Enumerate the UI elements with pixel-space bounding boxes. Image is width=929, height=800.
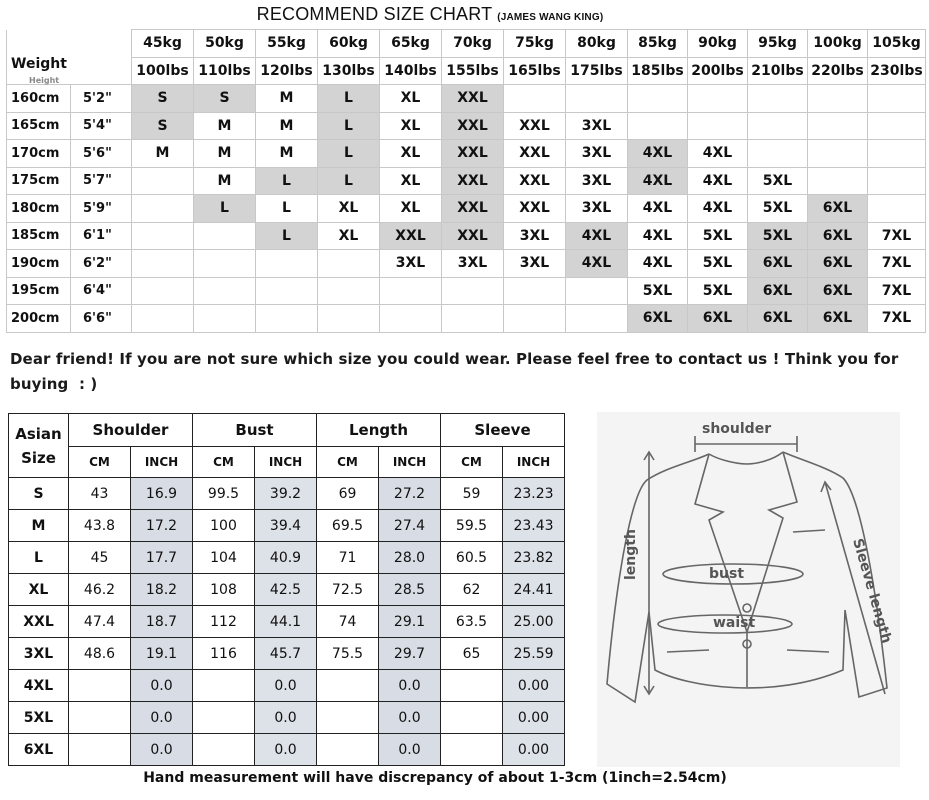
measurement-value: 46.2 xyxy=(69,574,131,606)
recommended-size-cell xyxy=(566,85,628,113)
measurement-value: 0.00 xyxy=(503,702,565,734)
recommended-size-cell: XXL xyxy=(442,222,504,250)
sleeve-length-label: Sleeve length xyxy=(849,536,895,646)
recommended-size-cell xyxy=(256,250,318,278)
recommended-size-cell: 4XL xyxy=(566,222,628,250)
recommended-size-cell: 6XL xyxy=(808,195,868,223)
weight-kg-header: 80kg xyxy=(566,30,628,58)
measurement-value: 0.0 xyxy=(379,702,441,734)
unit-cm-header: CM xyxy=(317,447,379,478)
measurement-value xyxy=(69,702,131,734)
measurement-value: 17.2 xyxy=(131,510,193,542)
height-cm: 200cm xyxy=(7,305,71,333)
recommended-size-cell: XXL xyxy=(504,140,566,168)
weight-kg-header: 50kg xyxy=(194,30,256,58)
recommended-size-cell: 4XL xyxy=(688,195,748,223)
measurement-value: 69 xyxy=(317,478,379,510)
recommended-size-cell: XXL xyxy=(380,222,442,250)
height-ft: 5'6" xyxy=(71,140,132,168)
recommended-size-cell: M xyxy=(256,112,318,140)
recommended-size-cell: 3XL xyxy=(442,250,504,278)
measurement-value: 116 xyxy=(193,638,255,670)
measurement-value: 23.43 xyxy=(503,510,565,542)
measurement-value: 24.41 xyxy=(503,574,565,606)
height-cm: 170cm xyxy=(7,140,71,168)
recommended-size-cell: 5XL xyxy=(628,277,688,305)
recommended-size-cell: M xyxy=(194,112,256,140)
unit-cm-header: CM xyxy=(193,447,255,478)
recommended-size-cell: XXL xyxy=(504,167,566,195)
measurement-value: 0.0 xyxy=(379,734,441,766)
height-ft: 5'4" xyxy=(71,112,132,140)
recommended-size-cell: 6XL xyxy=(688,305,748,333)
recommended-size-cell: 5XL xyxy=(688,222,748,250)
recommended-size-cell: L xyxy=(318,167,380,195)
measurement-table xyxy=(8,413,565,766)
recommended-size-cell: XL xyxy=(380,85,442,113)
recommended-size-cell: 5XL xyxy=(748,195,808,223)
height-cm: 175cm xyxy=(7,167,71,195)
recommend-row xyxy=(7,112,926,140)
recommended-size-cell: 7XL xyxy=(868,222,926,250)
recommend-row xyxy=(7,277,926,305)
measurement-value: 0.00 xyxy=(503,670,565,702)
recommended-size-cell xyxy=(628,85,688,113)
recommended-size-cell: L xyxy=(194,195,256,223)
recommended-size-cell: L xyxy=(256,195,318,223)
contact-note: Dear friend! If you are not sure which size you could wear. Please feel free to contact us ! Think you for buying : ) xyxy=(10,350,899,393)
recommended-size-cell xyxy=(504,85,566,113)
measurement-value xyxy=(193,702,255,734)
measurement-value: 45.7 xyxy=(255,638,317,670)
recommended-size-cell xyxy=(194,222,256,250)
recommended-size-cell: 6XL xyxy=(808,305,868,333)
recommended-size-cell: 7XL xyxy=(868,277,926,305)
weight-lbs-header: 155lbs xyxy=(442,57,504,85)
recommended-size-cell xyxy=(132,167,194,195)
measurement-value: 19.1 xyxy=(131,638,193,670)
weight-lbs-header: 100lbs xyxy=(132,57,194,85)
unit-cm-header: CM xyxy=(69,447,131,478)
size-label: M xyxy=(9,510,69,542)
recommended-size-cell: L xyxy=(256,222,318,250)
recommend-row xyxy=(7,167,926,195)
recommended-size-cell: 3XL xyxy=(504,222,566,250)
measurement-value: 17.7 xyxy=(131,542,193,574)
measurement-row xyxy=(9,574,565,606)
unit-cm-header: CM xyxy=(441,447,503,478)
recommended-size-cell: 5XL xyxy=(688,250,748,278)
weight-lbs-header: 110lbs xyxy=(194,57,256,85)
recommend-row xyxy=(7,140,926,168)
recommended-size-cell: L xyxy=(318,85,380,113)
recommended-size-cell: 4XL xyxy=(628,195,688,223)
recommended-size-cell xyxy=(318,250,380,278)
recommended-size-cell xyxy=(256,305,318,333)
measurement-value: 25.00 xyxy=(503,606,565,638)
weight-lbs-header: 185lbs xyxy=(628,57,688,85)
recommended-size-cell: 3XL xyxy=(504,250,566,278)
measurement-value: 48.6 xyxy=(69,638,131,670)
measurement-value: 43.8 xyxy=(69,510,131,542)
measurement-row xyxy=(9,542,565,574)
measurement-value: 23.82 xyxy=(503,542,565,574)
recommended-size-cell: S xyxy=(132,85,194,113)
recommended-size-cell: 4XL xyxy=(566,250,628,278)
recommended-size-cell: M xyxy=(132,140,194,168)
bust-label: bust xyxy=(709,566,745,582)
measurement-value: 75.5 xyxy=(317,638,379,670)
recommended-size-cell: M xyxy=(256,140,318,168)
recommend-size-table xyxy=(6,29,926,333)
recommended-size-cell: 3XL xyxy=(380,250,442,278)
recommended-size-cell: XXL xyxy=(504,112,566,140)
recommended-size-cell xyxy=(868,112,926,140)
recommended-size-cell: XXL xyxy=(442,167,504,195)
size-label: S xyxy=(9,478,69,510)
recommended-size-cell: M xyxy=(194,167,256,195)
height-cm: 195cm xyxy=(7,277,71,305)
unit-inch-header: INCH xyxy=(255,447,317,478)
measurement-value: 29.1 xyxy=(379,606,441,638)
measurement-value: 72.5 xyxy=(317,574,379,606)
recommended-size-cell: L xyxy=(256,167,318,195)
weight-kg-header: 70kg xyxy=(442,30,504,58)
measurement-value: 23.23 xyxy=(503,478,565,510)
measurement-value: 18.7 xyxy=(131,606,193,638)
length-label: length xyxy=(623,529,639,580)
height-cm: 165cm xyxy=(7,112,71,140)
measurement-value xyxy=(69,670,131,702)
measurement-value: 0.00 xyxy=(503,734,565,766)
weight-kg-header: 100kg xyxy=(808,30,868,58)
measurement-row xyxy=(9,670,565,702)
recommend-row xyxy=(7,250,926,278)
measurement-value: 43 xyxy=(69,478,131,510)
measurement-value: 71 xyxy=(317,542,379,574)
weight-kg-header: 65kg xyxy=(380,30,442,58)
recommended-size-cell xyxy=(380,305,442,333)
measurement-value: 27.4 xyxy=(379,510,441,542)
recommended-size-cell xyxy=(132,277,194,305)
weight-kg-header: 95kg xyxy=(748,30,808,58)
recommended-size-cell xyxy=(688,112,748,140)
recommended-size-cell: S xyxy=(194,85,256,113)
recommended-size-cell: 6XL xyxy=(748,250,808,278)
measurement-value: 44.1 xyxy=(255,606,317,638)
weight-lbs-header: 175lbs xyxy=(566,57,628,85)
recommended-size-cell: 3XL xyxy=(566,140,628,168)
measurement-value: 42.5 xyxy=(255,574,317,606)
measurement-value xyxy=(69,734,131,766)
measurement-row xyxy=(9,702,565,734)
recommended-size-cell: 5XL xyxy=(748,222,808,250)
recommended-size-cell xyxy=(194,250,256,278)
recommended-size-cell: 3XL xyxy=(566,167,628,195)
recommended-size-cell: M xyxy=(194,140,256,168)
measurement-value xyxy=(441,734,503,766)
asian-size-header xyxy=(9,414,69,478)
recommended-size-cell xyxy=(808,167,868,195)
recommended-size-cell: 6XL xyxy=(808,250,868,278)
measurement-value xyxy=(441,670,503,702)
recommended-size-cell xyxy=(132,305,194,333)
recommended-size-cell xyxy=(748,112,808,140)
measurement-value: 39.2 xyxy=(255,478,317,510)
measurement-value: 40.9 xyxy=(255,542,317,574)
measurement-value xyxy=(193,670,255,702)
recommended-size-cell: 5XL xyxy=(748,167,808,195)
measurement-value: 108 xyxy=(193,574,255,606)
chart-title-brand: (JAMES WANG KING) xyxy=(497,12,604,23)
measurement-value: 0.0 xyxy=(255,670,317,702)
recommend-row xyxy=(7,85,926,113)
measurement-value: 27.2 xyxy=(379,478,441,510)
measurement-value: 0.0 xyxy=(379,670,441,702)
measurement-value: 63.5 xyxy=(441,606,503,638)
recommended-size-cell: 7XL xyxy=(868,250,926,278)
size-label: 4XL xyxy=(9,670,69,702)
recommended-size-cell: XL xyxy=(380,140,442,168)
recommended-size-cell: 6XL xyxy=(808,277,868,305)
height-ft: 5'9" xyxy=(71,195,132,223)
recommended-size-cell: XL xyxy=(380,167,442,195)
measurement-row xyxy=(9,734,565,766)
weight-lbs-header: 230lbs xyxy=(868,57,926,85)
recommended-size-cell: XL xyxy=(380,195,442,223)
weight-kg-header: 90kg xyxy=(688,30,748,58)
shoulder-label: shoulder xyxy=(702,421,772,437)
recommended-size-cell xyxy=(566,305,628,333)
recommend-row xyxy=(7,195,926,223)
jacket-diagram-icon xyxy=(597,412,900,767)
recommended-size-cell xyxy=(194,305,256,333)
recommended-size-cell xyxy=(628,112,688,140)
measurement-value: 28.0 xyxy=(379,542,441,574)
size-label: L xyxy=(9,542,69,574)
measure-group-header: Shoulder xyxy=(69,414,193,447)
weight-kg-header: 85kg xyxy=(628,30,688,58)
recommended-size-cell xyxy=(748,140,808,168)
height-ft: 6'4" xyxy=(71,277,132,305)
recommended-size-cell xyxy=(132,250,194,278)
recommended-size-cell: XXL xyxy=(442,112,504,140)
jacket-measurement-illustration xyxy=(597,412,900,767)
chart-title-main: RECOMMEND SIZE CHART xyxy=(256,4,492,24)
measurement-value: 0.0 xyxy=(131,734,193,766)
height-cm: 160cm xyxy=(7,85,71,113)
weight-lbs-header: 210lbs xyxy=(748,57,808,85)
recommended-size-cell: L xyxy=(318,140,380,168)
measurement-value: 59 xyxy=(441,478,503,510)
recommended-size-cell xyxy=(318,305,380,333)
measurement-value: 99.5 xyxy=(193,478,255,510)
measurement-value xyxy=(193,734,255,766)
weight-kg-header: 75kg xyxy=(504,30,566,58)
measurement-row xyxy=(9,606,565,638)
recommended-size-cell: XL xyxy=(318,222,380,250)
measure-group-header: Sleeve xyxy=(441,414,565,447)
recommended-size-cell xyxy=(748,85,808,113)
size-label: 6XL xyxy=(9,734,69,766)
size-label: XL xyxy=(9,574,69,606)
height-ft: 6'2" xyxy=(71,250,132,278)
recommended-size-cell xyxy=(256,277,318,305)
measurement-value: 25.59 xyxy=(503,638,565,670)
height-cm: 190cm xyxy=(7,250,71,278)
measure-group-header: Bust xyxy=(193,414,317,447)
measurement-value: 39.4 xyxy=(255,510,317,542)
recommended-size-cell xyxy=(318,277,380,305)
recommended-size-cell: 6XL xyxy=(628,305,688,333)
size-label: XXL xyxy=(9,606,69,638)
recommended-size-cell: XXL xyxy=(504,195,566,223)
weight-lbs-header: 130lbs xyxy=(318,57,380,85)
recommended-size-cell: S xyxy=(132,112,194,140)
size-label: 5XL xyxy=(9,702,69,734)
waist-label: waist xyxy=(713,615,756,631)
recommended-size-cell xyxy=(442,305,504,333)
recommended-size-cell: 4XL xyxy=(688,167,748,195)
recommended-size-cell: 6XL xyxy=(748,305,808,333)
recommend-row xyxy=(7,305,926,333)
weight-kg-header: 60kg xyxy=(318,30,380,58)
recommended-size-cell xyxy=(808,112,868,140)
recommended-size-cell: 7XL xyxy=(868,305,926,333)
unit-inch-header: INCH xyxy=(503,447,565,478)
measurement-value: 112 xyxy=(193,606,255,638)
recommended-size-cell: XXL xyxy=(442,195,504,223)
height-cm: 180cm xyxy=(7,195,71,223)
recommended-size-cell xyxy=(132,195,194,223)
size-label: 3XL xyxy=(9,638,69,670)
measurement-disclaimer: Hand measurement will have discrepancy of about 1-3cm (1inch=2.54cm) xyxy=(143,770,727,786)
recommended-size-cell xyxy=(132,222,194,250)
measurement-value: 29.7 xyxy=(379,638,441,670)
measurement-value: 28.5 xyxy=(379,574,441,606)
measurement-row xyxy=(9,638,565,670)
weight-lbs-header: 220lbs xyxy=(808,57,868,85)
measure-group-header: Length xyxy=(317,414,441,447)
weight-kg-header: 55kg xyxy=(256,30,318,58)
measurement-row xyxy=(9,478,565,510)
weight-lbs-header: 120lbs xyxy=(256,57,318,85)
recommended-size-cell: 6XL xyxy=(808,222,868,250)
weight-label: Weight xyxy=(11,56,67,72)
asian-size-line2: Size xyxy=(21,448,56,467)
measurement-value xyxy=(317,670,379,702)
measurement-value: 16.9 xyxy=(131,478,193,510)
recommended-size-cell: 4XL xyxy=(628,250,688,278)
weight-kg-header: 45kg xyxy=(132,30,194,58)
recommended-size-cell xyxy=(380,277,442,305)
recommended-size-cell xyxy=(868,195,926,223)
recommended-size-cell: XXL xyxy=(442,140,504,168)
measurement-value: 0.0 xyxy=(255,734,317,766)
recommended-size-cell: L xyxy=(318,112,380,140)
weight-lbs-header: 200lbs xyxy=(688,57,748,85)
weight-lbs-header: 165lbs xyxy=(504,57,566,85)
height-cm: 185cm xyxy=(7,222,71,250)
recommended-size-cell: 3XL xyxy=(566,195,628,223)
height-ft: 6'6" xyxy=(71,305,132,333)
recommended-size-cell xyxy=(442,277,504,305)
recommended-size-cell: 4XL xyxy=(628,167,688,195)
recommended-size-cell: 6XL xyxy=(748,277,808,305)
weight-height-corner xyxy=(7,30,132,85)
recommended-size-cell: 4XL xyxy=(688,140,748,168)
recommended-size-cell: 4XL xyxy=(628,222,688,250)
measurement-value: 0.0 xyxy=(131,702,193,734)
asian-size-line1: Asian xyxy=(15,424,62,443)
measurement-value: 69.5 xyxy=(317,510,379,542)
measurement-value xyxy=(441,702,503,734)
measurement-value: 0.0 xyxy=(131,670,193,702)
measurement-value: 65 xyxy=(441,638,503,670)
measurement-value: 74 xyxy=(317,606,379,638)
measurement-value: 45 xyxy=(69,542,131,574)
recommended-size-cell: XXL xyxy=(442,85,504,113)
measurement-value xyxy=(317,702,379,734)
recommended-size-cell xyxy=(868,85,926,113)
recommended-size-cell xyxy=(194,277,256,305)
recommended-size-cell xyxy=(504,277,566,305)
measurement-value: 100 xyxy=(193,510,255,542)
recommended-size-cell xyxy=(688,85,748,113)
weight-kg-header: 105kg xyxy=(868,30,926,58)
recommended-size-cell xyxy=(504,305,566,333)
recommend-row xyxy=(7,222,926,250)
recommended-size-cell: XL xyxy=(380,112,442,140)
recommended-size-cell xyxy=(868,167,926,195)
recommended-size-cell: M xyxy=(256,85,318,113)
measurement-value: 104 xyxy=(193,542,255,574)
measurement-value xyxy=(317,734,379,766)
unit-inch-header: INCH xyxy=(131,447,193,478)
recommended-size-cell: 4XL xyxy=(628,140,688,168)
height-ft: 5'2" xyxy=(71,85,132,113)
recommended-size-cell xyxy=(808,140,868,168)
recommended-size-cell: 3XL xyxy=(566,112,628,140)
height-ft: 6'1" xyxy=(71,222,132,250)
height-label: Height xyxy=(29,76,60,85)
height-ft: 5'7" xyxy=(71,167,132,195)
recommended-size-cell xyxy=(566,277,628,305)
unit-inch-header: INCH xyxy=(379,447,441,478)
measurement-value: 59.5 xyxy=(441,510,503,542)
measurement-value: 62 xyxy=(441,574,503,606)
measurement-value: 60.5 xyxy=(441,542,503,574)
measurement-value: 18.2 xyxy=(131,574,193,606)
weight-lbs-header: 140lbs xyxy=(380,57,442,85)
recommended-size-cell xyxy=(868,140,926,168)
recommended-size-cell: XL xyxy=(318,195,380,223)
measurement-row xyxy=(9,510,565,542)
chart-title xyxy=(0,4,860,25)
measurement-value: 0.0 xyxy=(255,702,317,734)
recommended-size-cell xyxy=(808,85,868,113)
recommended-size-cell: 5XL xyxy=(688,277,748,305)
measurement-value: 47.4 xyxy=(69,606,131,638)
